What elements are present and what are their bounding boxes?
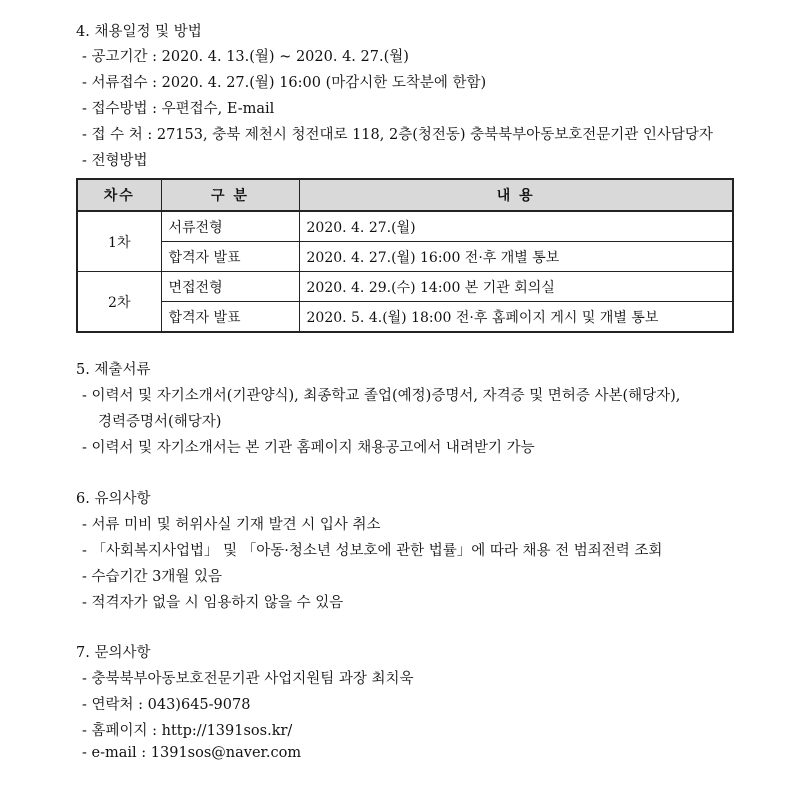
contact-person: - 충북북부아동보호전문기관 사업지원팀 과장 최치욱 (82, 671, 414, 687)
contact-homepage: - 홈페이지 : http://1391sos.kr/ (82, 723, 293, 739)
section-6-heading: 6. 유의사항 (76, 491, 151, 507)
header-stage: 차수 (77, 179, 161, 211)
stage-cell: 1차 (77, 211, 161, 272)
required-documents-continued: 경력증명서(해당자) (98, 414, 222, 430)
document-deadline: - 서류접수 : 2020. 4. 27.(월) 16:00 (마감시한 도착분에 한함) (82, 75, 487, 91)
content-cell: 2020. 4. 27.(월) 16:00 전·후 개별 통보 (299, 242, 733, 272)
header-type: 구 분 (161, 179, 299, 211)
required-documents: - 이력서 및 자기소개서(기관양식), 최종학교 졸업(예정)증명서, 자격증 및 면허증 사본(해당자), (82, 388, 681, 404)
notice-item: - 「사회복지사업법」 및 「아동·청소년 성보호에 관한 법률」에 따라 채용 전 범죄전력 조회 (82, 543, 663, 559)
submission-method: - 접수방법 : 우편접수, E-mail (82, 101, 275, 117)
contact-phone: - 연락처 : 043)645-9078 (82, 697, 251, 713)
download-note: - 이력서 및 자기소개서는 본 기관 홈페이지 채용공고에서 내려받기 가능 (82, 440, 535, 456)
header-content: 내 용 (299, 179, 733, 211)
table-row (77, 211, 733, 242)
contact-email: - e-mail : 1391sos@naver.com (82, 745, 302, 761)
type-cell: 서류전형 (161, 211, 299, 242)
content-cell: 2020. 4. 27.(월) (299, 211, 733, 242)
table-row (77, 302, 733, 333)
table-row (77, 272, 733, 302)
type-cell: 면접전형 (161, 272, 299, 302)
section-7-heading: 7. 문의사항 (76, 645, 151, 661)
stage-cell: 2차 (77, 272, 161, 333)
table-header-row (77, 179, 733, 211)
notice-item: - 수습기간 3개월 있음 (82, 569, 223, 585)
notice-item: - 서류 미비 및 허위사실 기재 발견 시 입사 취소 (82, 517, 381, 533)
content-cell: 2020. 5. 4.(월) 18:00 전·후 홈페이지 게시 및 개별 통보 (299, 302, 733, 333)
selection-method: - 전형방법 (82, 153, 148, 169)
schedule-table (76, 178, 734, 333)
type-cell: 합격자 발표 (161, 302, 299, 333)
section-5-heading: 5. 제출서류 (76, 362, 151, 378)
section-4-heading: 4. 채용일정 및 방법 (76, 24, 202, 40)
table-row (77, 242, 733, 272)
submission-address: - 접 수 처 : 27153, 충북 제천시 청전대로 118, 2층(청전동) 충북북부아동보호전문기관 인사담당자 (82, 127, 713, 143)
recruit-period: - 공고기간 : 2020. 4. 13.(월) ~ 2020. 4. 27.(월) (82, 49, 409, 65)
notice-item: - 적격자가 없을 시 임용하지 않을 수 있음 (82, 595, 344, 611)
content-cell: 2020. 4. 29.(수) 14:00 본 기관 회의실 (299, 272, 733, 302)
type-cell: 합격자 발표 (161, 242, 299, 272)
